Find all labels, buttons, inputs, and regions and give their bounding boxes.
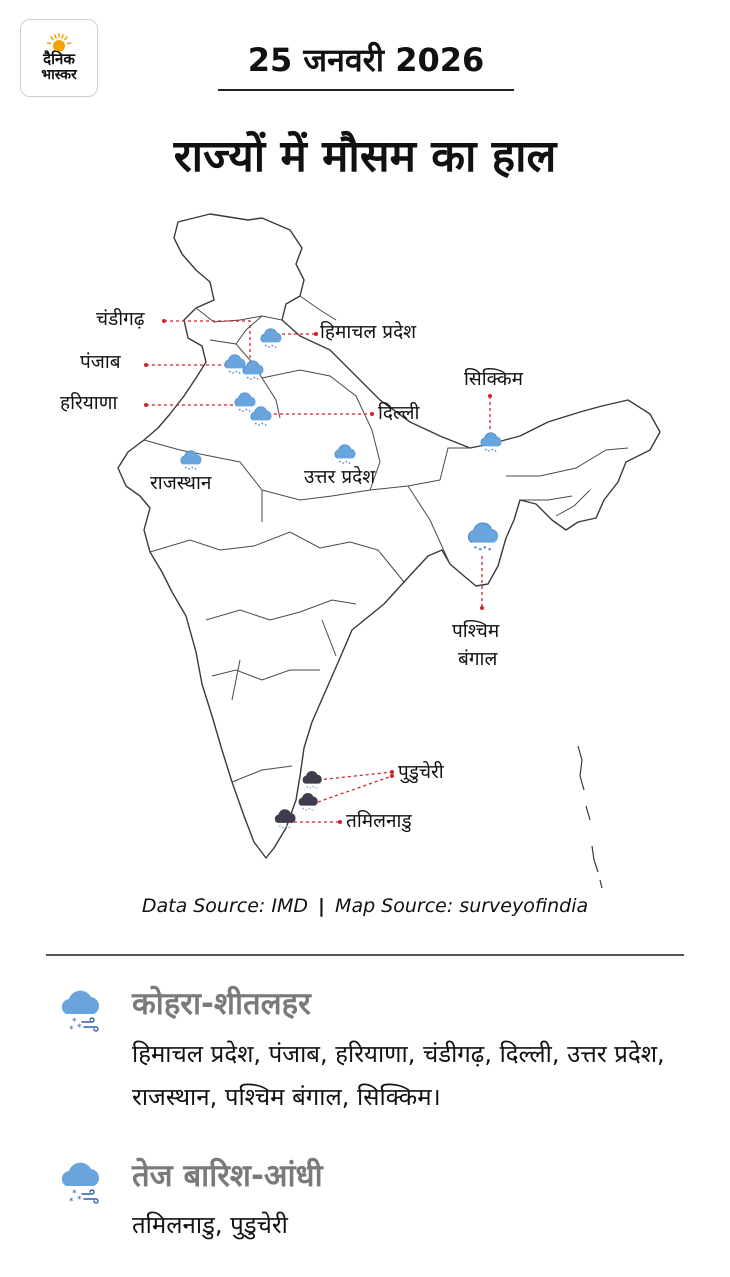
dainik-bhaskar-logo <box>20 19 98 97</box>
category-title-fog: कोहरा-शीतलहर <box>132 986 311 1022</box>
section-divider <box>46 954 684 956</box>
label-rajasthan: राजस्थान <box>150 472 212 494</box>
svg-text:*: * <box>77 1195 82 1205</box>
label-himachal: हिमाचल प्रदेश <box>320 321 417 343</box>
date-heading: 25 जनवरी 2026 <box>247 41 485 79</box>
label-west-bengal-1: पश्चिम <box>452 620 500 642</box>
label-punjab: पंजाब <box>80 351 121 373</box>
fog-cold-wave-icon <box>58 988 104 1034</box>
label-up: उत्तर प्रदेश <box>304 466 376 488</box>
andaman-islands <box>578 746 602 888</box>
source-line <box>0 895 730 917</box>
svg-text:*: * <box>77 1023 82 1033</box>
data-source: Data Source: IMD <box>141 895 308 917</box>
map-source: Map Source: surveyofindia <box>335 895 589 917</box>
date-underline <box>218 89 514 91</box>
logo-line-2: भास्कर <box>41 67 77 84</box>
india-map <box>0 200 730 890</box>
label-west-bengal-2: बंगाल <box>458 648 498 670</box>
heavy-rain-storm-icon <box>58 1160 104 1206</box>
label-haryana: हरियाणा <box>60 392 118 414</box>
label-sikkim: सिक्किम <box>464 368 523 390</box>
label-puducherry: पुडुचेरी <box>398 761 444 783</box>
category-title-storm: तेज बारिश-आंधी <box>132 1158 323 1194</box>
svg-text:*: * <box>69 1025 74 1034</box>
svg-text:*: * <box>72 1017 77 1027</box>
sun-logo-icon <box>46 33 72 51</box>
label-chandigarh: चंडीगढ़ <box>96 308 145 330</box>
svg-text:*: * <box>72 1189 77 1199</box>
source-separator: | <box>318 895 325 917</box>
category-states-storm: तमिलनाडु, पुडुचेरी <box>132 1211 288 1239</box>
svg-text:*: * <box>69 1197 74 1206</box>
label-tamilnadu: तमिलनाडु <box>346 810 412 832</box>
logo-line-1: दैनिक <box>43 50 75 69</box>
category-states-fog: हिमाचल प्रदेश, पंजाब, हरियाणा, चंडीगढ़, दिल्ली, उत्तर प्रदेश, राजस्थान, पश्चिम बंगाल, सिक्किम। <box>132 1040 665 1111</box>
label-delhi: दिल्ली <box>378 402 420 424</box>
page-title: राज्यों में मौसम का हाल <box>173 131 557 182</box>
